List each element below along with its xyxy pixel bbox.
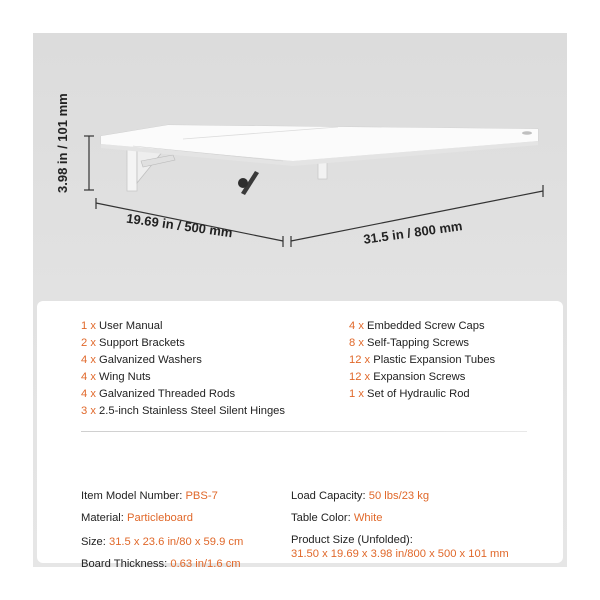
spec-material — [81, 511, 193, 525]
item-quantity: 2 x — [81, 337, 96, 349]
list-item — [81, 335, 285, 352]
list-item — [349, 369, 495, 386]
item-quantity: 12 x — [349, 354, 371, 366]
item-name: Self-Tapping Screws — [367, 337, 470, 349]
spec-value: PBS-7 — [185, 490, 218, 502]
height-dimension-line — [84, 136, 94, 190]
width-dimension-label: 31.5 in / 800 mm — [362, 218, 464, 247]
item-quantity: 3 x — [81, 405, 96, 417]
height-dimension-label: 3.98 in / 101 mm — [55, 93, 70, 193]
list-item — [81, 318, 285, 335]
item-quantity: 4 x — [81, 371, 96, 383]
item-name: Expansion Screws — [373, 371, 466, 383]
item-name: User Manual — [99, 320, 163, 332]
hydraulic-rod — [238, 171, 259, 195]
item-quantity: 4 x — [349, 320, 364, 332]
list-item — [81, 386, 285, 403]
item-name: 2.5-inch Stainless Steel Silent Hinges — [99, 405, 285, 417]
depth-dimension-label: 19.69 in / 500 mm — [125, 210, 234, 241]
spec-thickness — [81, 557, 241, 567]
item-quantity: 4 x — [81, 388, 96, 400]
divider — [81, 431, 527, 432]
spec-load — [291, 489, 429, 503]
spec-value: 31.50 x 19.69 x 3.98 in/800 x 500 x 101 mm — [291, 548, 509, 560]
item-quantity: 1 x — [81, 320, 96, 332]
item-quantity: 12 x — [349, 371, 371, 383]
spec-value: 0.63 in/1.6 cm — [170, 558, 241, 567]
list-item — [81, 403, 285, 420]
list-item — [81, 369, 285, 386]
spec-label: Board Thickness: — [81, 558, 168, 567]
list-item — [349, 386, 495, 403]
list-item — [349, 318, 495, 335]
spec-label: Material: — [81, 512, 124, 524]
spec-value: 31.5 x 23.6 in/80 x 59.9 cm — [108, 536, 244, 548]
item-quantity: 1 x — [349, 388, 364, 400]
spec-color — [291, 511, 382, 525]
spec-label: Load Capacity: — [291, 490, 366, 502]
item-name: Set of Hydraulic Rod — [367, 388, 470, 400]
list-item — [349, 335, 495, 352]
item-name: Plastic Expansion Tubes — [373, 354, 496, 366]
spec-label: Table Color: — [291, 512, 351, 524]
spec-product-size — [291, 533, 509, 561]
product-frame — [33, 33, 567, 567]
spec-value: Particleboard — [127, 512, 193, 524]
spec-label: Item Model Number: — [81, 490, 183, 502]
item-name: Galvanized Washers — [99, 354, 202, 366]
list-item — [349, 352, 495, 369]
spec-value: White — [353, 512, 383, 524]
spec-model — [81, 489, 218, 503]
spec-label: Size: — [81, 536, 106, 548]
item-name: Embedded Screw Caps — [367, 320, 485, 332]
product-image-area — [33, 33, 567, 298]
item-name: Galvanized Threaded Rods — [99, 388, 236, 400]
parts-list-left — [81, 318, 285, 420]
info-card — [37, 301, 563, 567]
list-item — [81, 352, 285, 369]
spec-size — [81, 535, 243, 549]
parts-list-right — [349, 318, 495, 403]
spec-label: Product Size (Unfolded): — [291, 534, 413, 546]
item-name: Wing Nuts — [99, 371, 151, 383]
product-illustration — [33, 33, 567, 298]
spec-value: 50 lbs/23 kg — [368, 490, 430, 502]
item-name: Support Brackets — [99, 337, 185, 349]
item-quantity: 8 x — [349, 337, 364, 349]
item-quantity: 4 x — [81, 354, 96, 366]
